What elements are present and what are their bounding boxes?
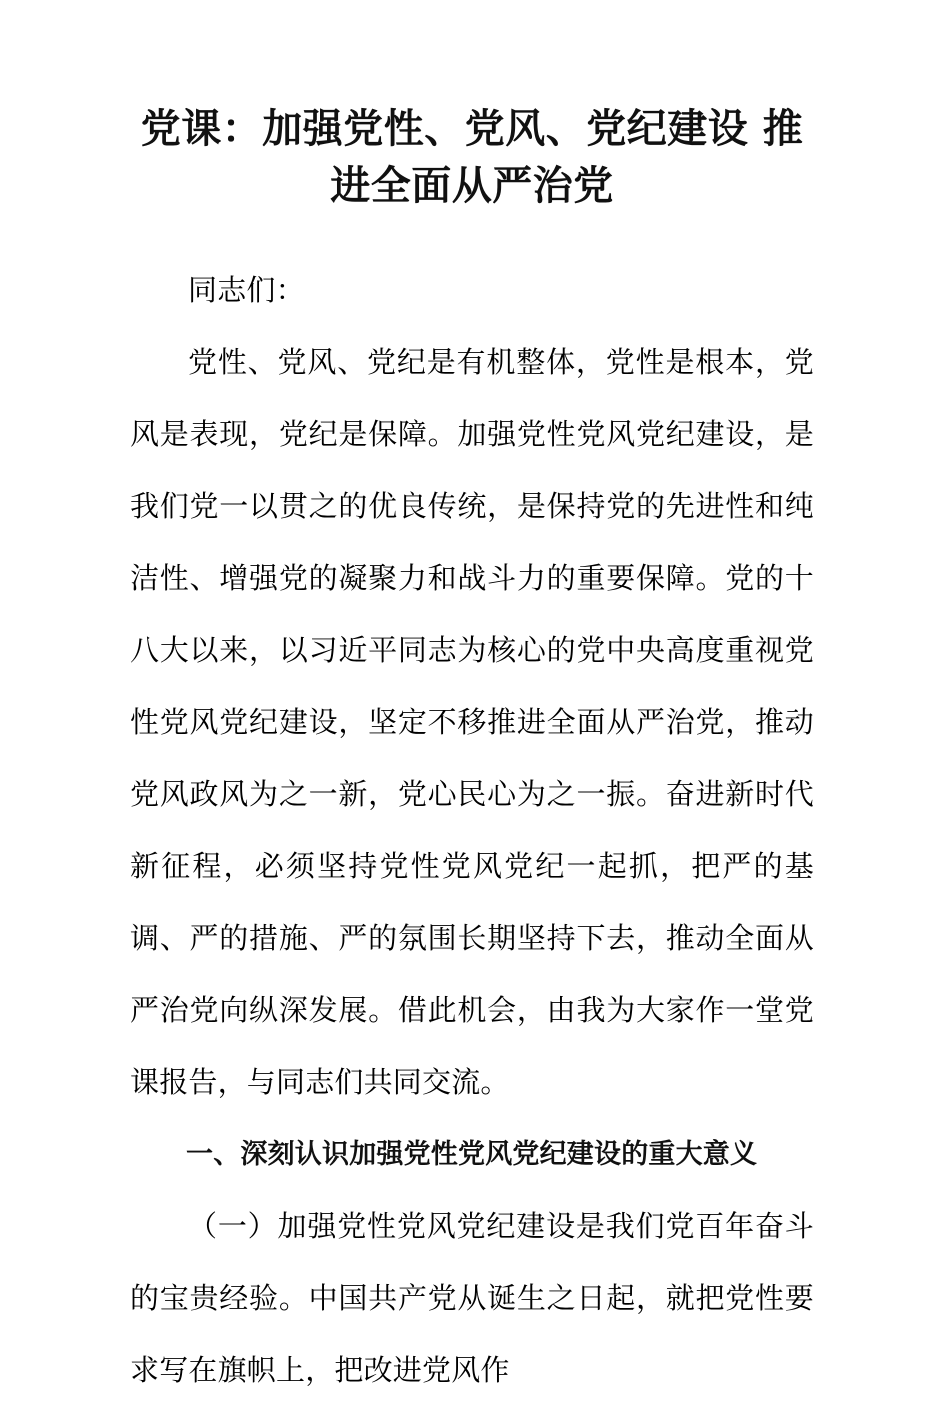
paragraph-intro: 党性、党风、党纪是有机整体，党性是根本，党风是表现，党纪是保障。加强党性党风党纪建设，是我们党一以贯之的优良传统，是保持党的先进性和纯洁性、增强党的凝聚力和战斗力的重要保障。党的十八大以来，以习近平同志为核心的党中央高度重视党性党风党纪建设，坚定不移推进全面从严治党，推动党风政风为之一新，党心民心为之一振。奋进新时代新征程，必须坚持党性党风党纪一起抓，把严的基调、严的措施、严的氛围长期坚持下去，推动全面从严治党向纵深发展。借此机会，由我为大家作一堂党课报告，与同志们共同交流。 [130, 347, 814, 1099]
salutation-line: 同志们： [188, 275, 305, 307]
paragraph-section-1-a: （一）加强党性党风党纪建设是我们党百年奋斗的宝贵经验。中国共产党从诞生之日起，就把党性要求写在旗帜上，把改进党风作 [130, 1211, 814, 1387]
document-content [130, 0, 814, 1407]
document-body [130, 255, 814, 1407]
section-heading-1: 一、深刻认识加强党性党风党纪建设的重大意义 [186, 1139, 758, 1170]
page-title: 党课：加强党性、党风、党纪建设 推进全面从严治党 [140, 106, 804, 209]
